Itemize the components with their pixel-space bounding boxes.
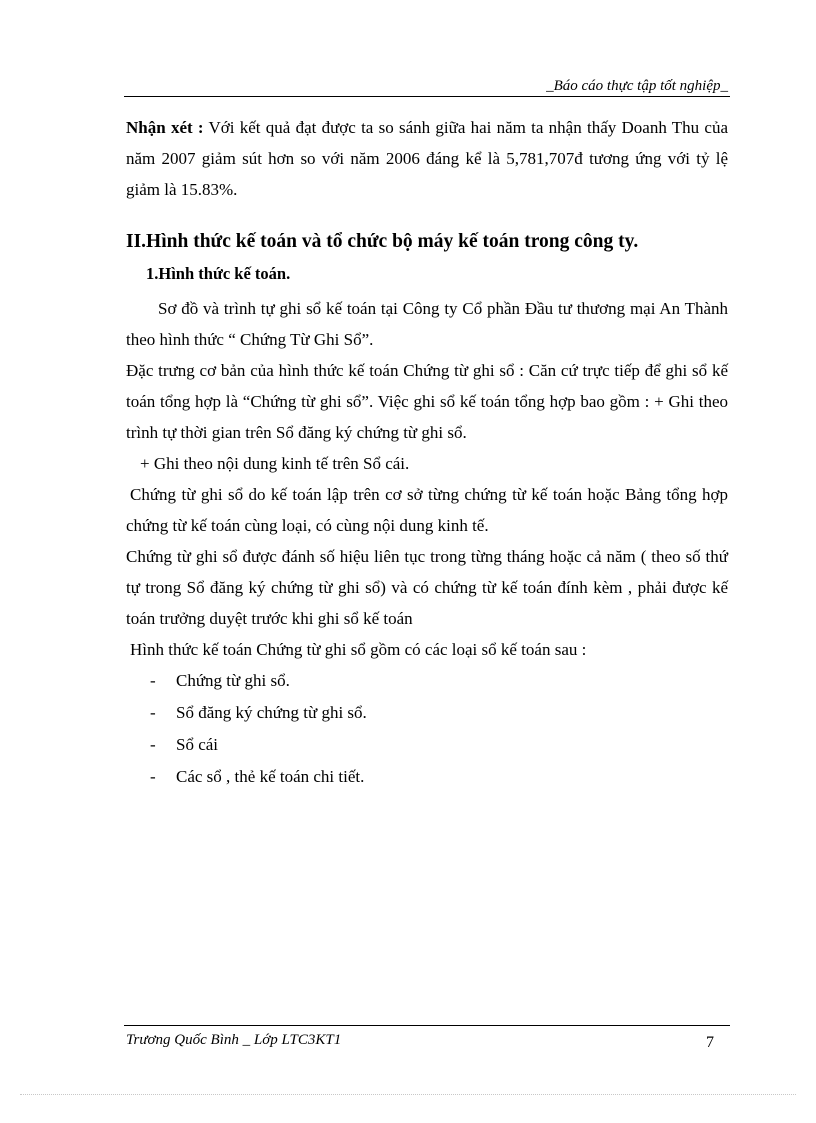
list-item [126,665,728,697]
book-type-list [126,665,728,793]
remark-label: Nhận xét : [126,118,204,137]
list-item [126,729,728,761]
footer-author: Trương Quốc Bình _ Lớp LTC3KT1 [126,1032,342,1048]
subsection-heading: 1.Hình thức kế toán. [146,264,291,283]
paragraph-numbering: Chứng từ ghi sổ được đánh số hiệu liên tục trong từng tháng hoặc cả năm ( theo số thứ tự trong Sổ đăng ký chứng từ ghi sổ) và có chứng từ kế toán đính kèm , phải được kế toán trưởng duyệt trước khi ghi sổ kế toán [126,547,728,628]
page-header [124,78,730,97]
remark-text: Với kết quả đạt được ta so sánh giữa hai năm ta nhận thấy Doanh Thu của năm 2007 giảm sút hơn so với năm 2006 đáng kể là 5,781,707đ tương ứng với tỷ lệ giảm là 15.83%. [126,118,728,199]
list-item-text: Chứng từ ghi sổ. [176,671,290,690]
list-bullet: - [150,671,156,690]
document-body [126,112,728,793]
section-heading: II.Hình thức kế toán và tổ chức bộ máy kế toán trong công ty. [126,231,639,252]
header-title: _Báo cáo thực tập tốt nghiệp_ [546,78,728,94]
paragraph-scheme: Sơ đồ và trình tự ghi sổ kế toán tại Công ty Cổ phần Đầu tư thương mại An Thành theo hình thức “ Chứng Từ Ghi Sổ”. [126,299,728,349]
list-item-text: Sổ cái [176,735,219,754]
page-number: 7 [706,1034,714,1051]
list-item-text: Sổ đăng ký chứng từ ghi sổ. [176,703,367,722]
remark-paragraph [126,112,728,205]
paragraph-ledger: + Ghi theo nội dung kinh tế trên Sổ cái. [140,454,410,473]
page-boundary-divider [20,1094,796,1095]
list-item [126,761,728,793]
list-item-text: Các sổ , thẻ kế toán chi tiết. [176,767,365,786]
paragraph-vouchers: Chứng từ ghi sổ do kế toán lập trên cơ sở từng chứng từ kế toán hoặc Bảng tổng hợp chứng từ kế toán cùng loại, có cùng nội dung kinh tế. [126,485,728,535]
paragraph-characteristics: Đặc trưng cơ bản của hình thức kế toán Chứng từ ghi sổ : Căn cứ trực tiếp để ghi sổ kế toán tổng hợp là “Chứng từ ghi sổ”. Việc ghi sổ kế toán tổng hợp bao gồm : + Ghi theo trình tự thời gian trên Sổ đăng ký chứng từ ghi sổ. [126,361,728,442]
list-bullet: - [150,735,156,754]
list-item [126,697,728,729]
paragraph-book-types: Hình thức kế toán Chứng từ ghi sổ gồm có các loại sổ kế toán sau : [130,640,587,659]
page-footer [124,1025,730,1060]
list-bullet: - [150,703,156,722]
list-bullet: - [150,767,156,786]
